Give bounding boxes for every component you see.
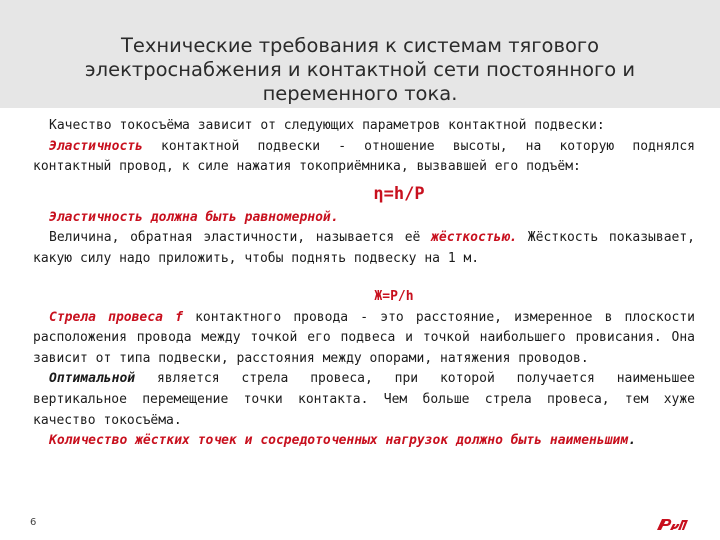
slide-body — [33, 116, 695, 452]
term-sag: Стрела провеса f — [49, 309, 183, 325]
uniform-elasticity-note: Эластичность должна быть равномерной. — [49, 209, 339, 225]
paragraph-sag — [33, 308, 695, 370]
paragraph-stiffness — [33, 228, 695, 269]
slide-title: Технические требования к системам тягового электроснабжения и контактной сети постоянного и переменного тока. — [84, 34, 636, 105]
stiffness-intro: Величина, обратная эластичности, называется её — [49, 230, 432, 246]
optimal-definition: является стрела провеса, при которой получается наименьшее вертикальное перемещение точки контакта. Чем больше стрела провеса, тем хуже качество токосъёма. — [33, 371, 695, 428]
paragraph-hard-points — [33, 431, 695, 452]
paragraph-elasticity — [33, 137, 695, 178]
hard-points-note: Количество жёстких точек и сосредоточенных нагрузок должно быть наименьшим — [49, 433, 629, 449]
elasticity-definition: контактной подвески - отношение высоты, на которую поднялся контактный провод, к силе нажатия токоприёмника, вызвавшей его подъём: — [33, 138, 695, 175]
title-bar — [0, 0, 720, 108]
term-optimal: Оптимальной — [49, 371, 136, 387]
sag-definition: контактного провода - это расстояние, измеренное в плоскости расположения провода между точкой его подвеса и точкой наибольшего провисания. Она зависит от типа подвески, расстояния между опорами, натяжения проводов. — [33, 309, 695, 366]
paragraph-uniform — [33, 208, 695, 229]
page-number: 6 — [30, 517, 37, 528]
term-elasticity: Эластичность — [49, 138, 143, 154]
term-stiffness: жёсткостью. — [431, 230, 518, 246]
paragraph-intro: Качество токосъёма зависит от следующих параметров контактной подвески: — [49, 118, 605, 133]
rzd-logo-icon — [655, 516, 689, 532]
hard-points-end: . — [628, 433, 637, 449]
formula-stiffness: Ж=P/h — [374, 288, 414, 304]
formula-elasticity: η=h/P — [373, 183, 425, 204]
paragraph-optimal — [33, 369, 695, 431]
stiffness-definition: Жёсткость показывает, какую силу надо приложить, чтобы поднять подвеску на 1 м. — [33, 230, 696, 266]
